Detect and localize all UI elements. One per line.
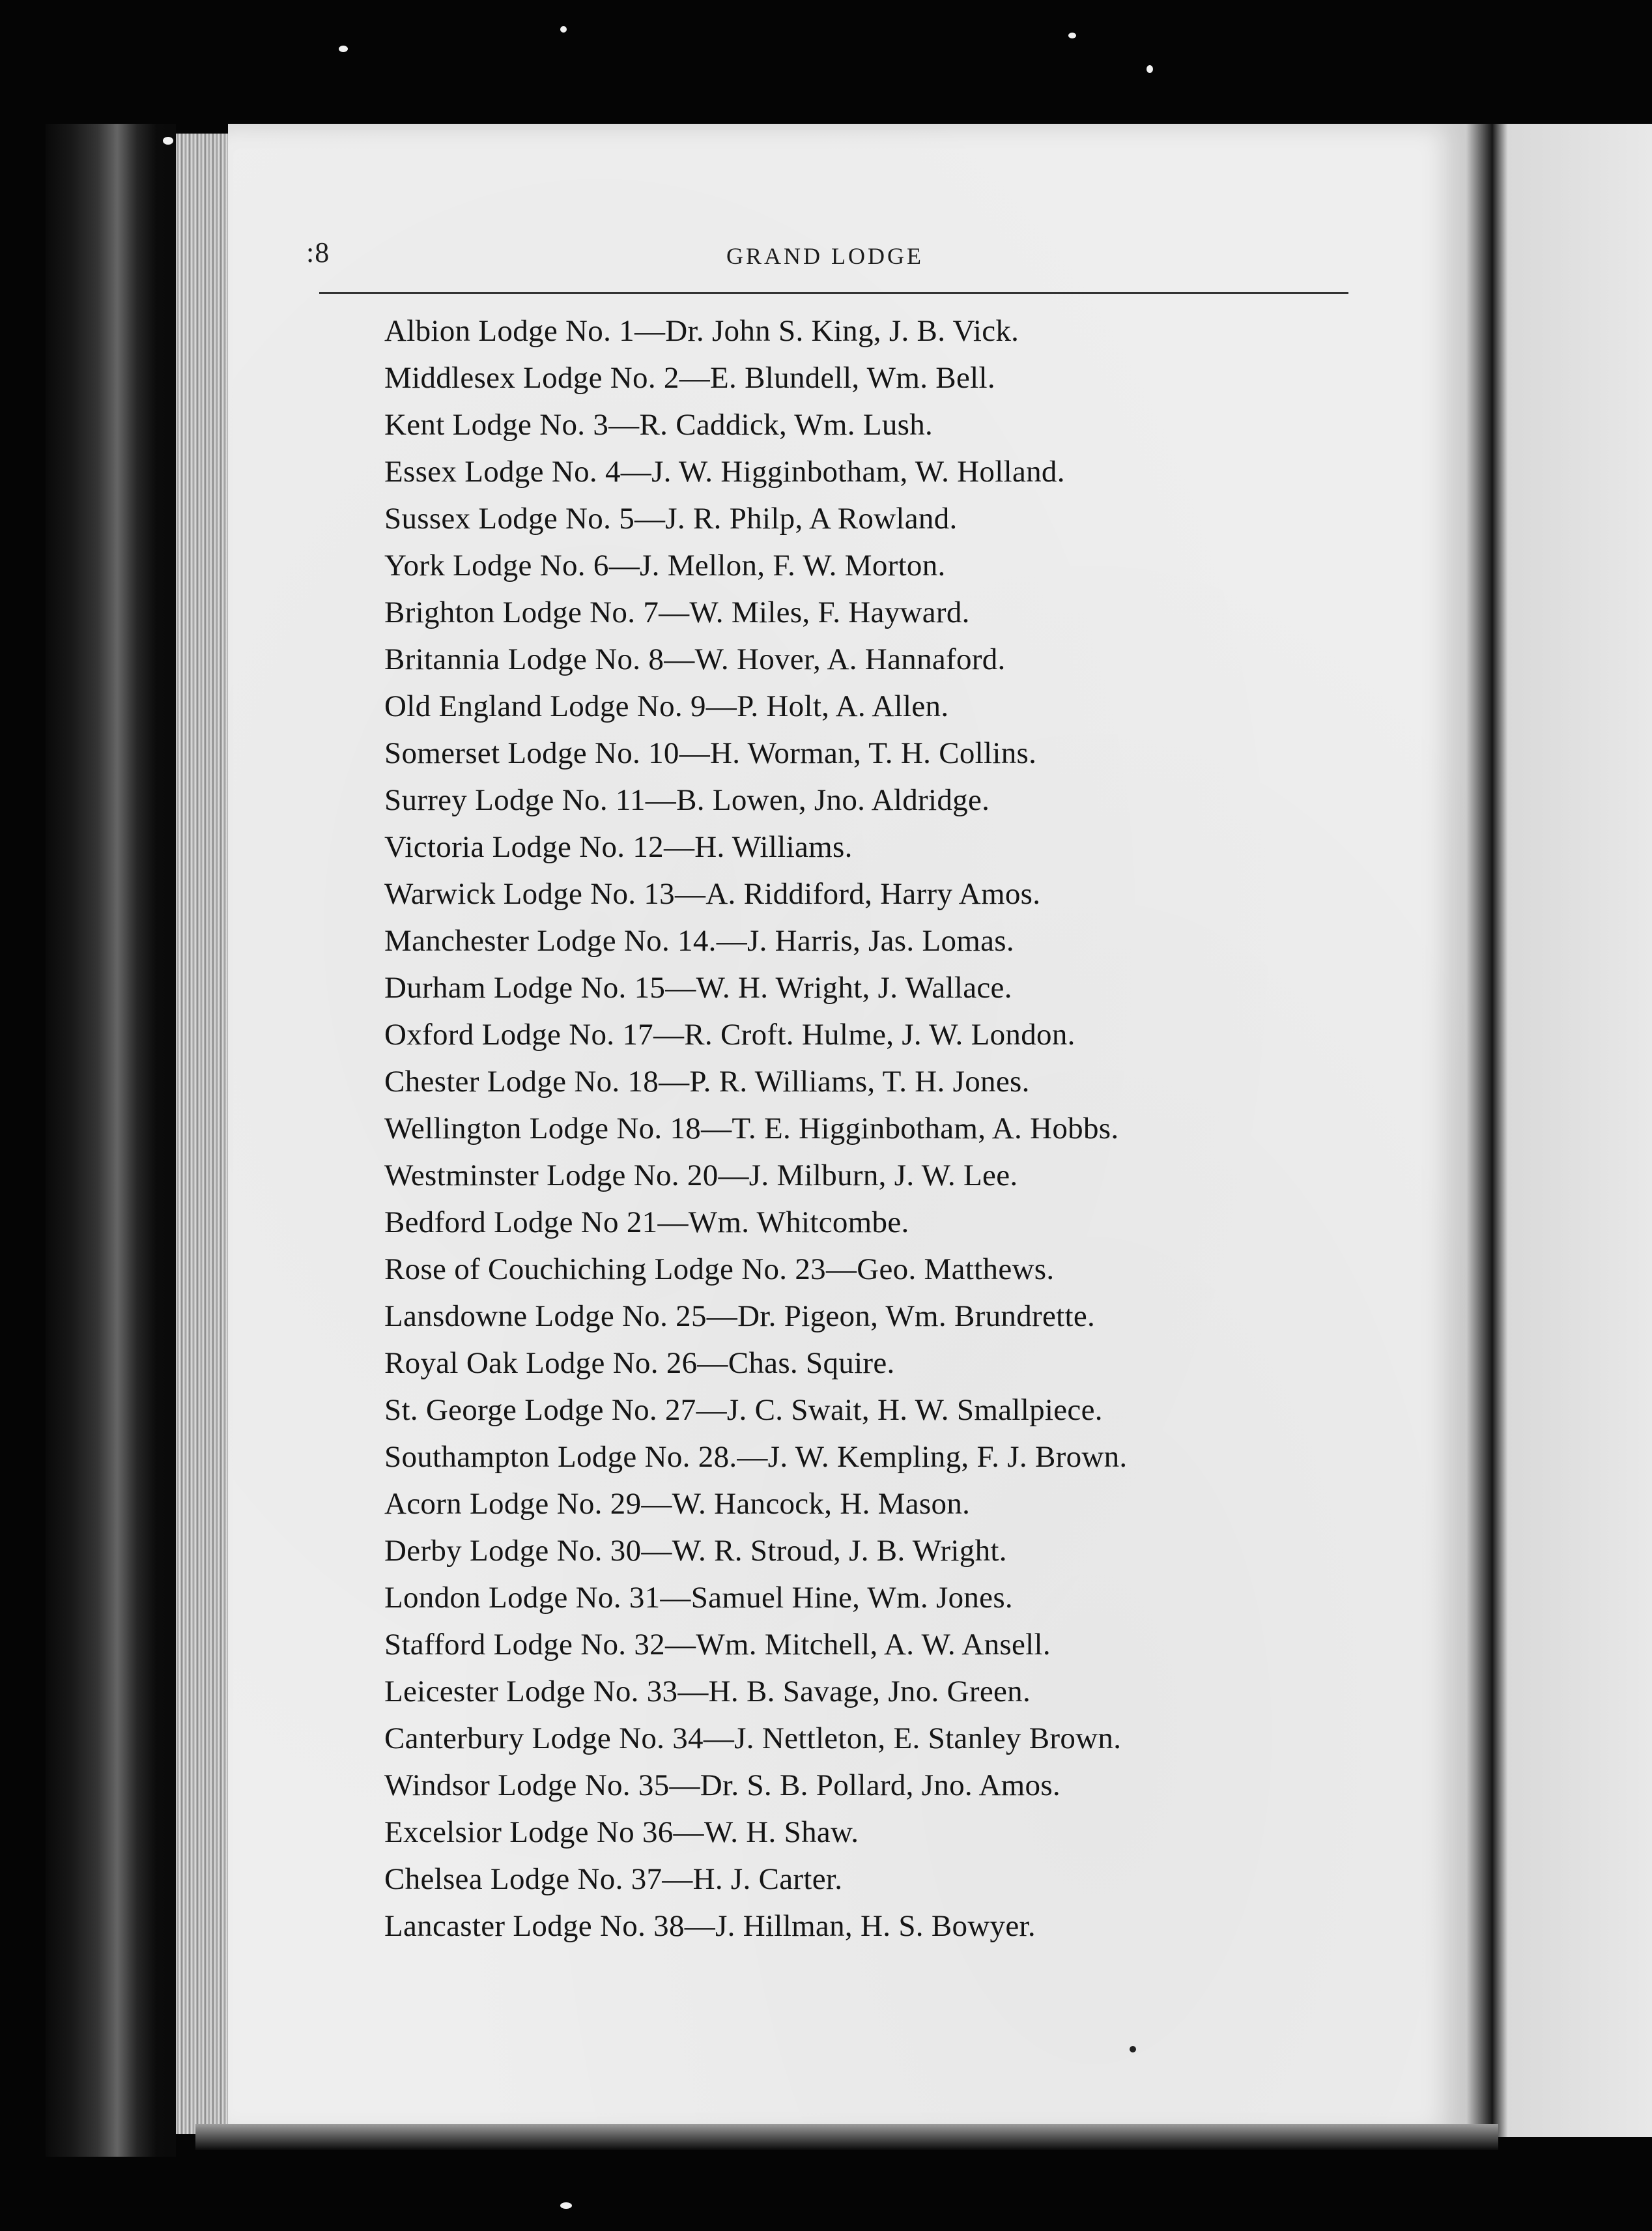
- lodge-entry: Lansdowne Lodge No. 25—Dr. Pigeon, Wm. Brundrette.: [384, 1299, 1096, 1333]
- lodge-entry: Acorn Lodge No. 29—W. Hancock, H. Mason.: [384, 1487, 971, 1521]
- lodge-entry: Royal Oak Lodge No. 26—Chas. Squire.: [384, 1346, 895, 1380]
- lodge-entry: Albion Lodge No. 1—Dr. John S. King, J. B. Vick.: [384, 314, 1019, 348]
- running-head: GRAND LODGE: [726, 243, 924, 269]
- lodge-entry: Old England Lodge No. 9—P. Holt, A. Allen.: [384, 689, 949, 723]
- page-stack-edge: [176, 134, 228, 2134]
- lodge-entry: Victoria Lodge No. 12—H. Williams.: [384, 830, 853, 864]
- dust-speck: [339, 46, 348, 52]
- lodge-entry: Bedford Lodge No 21—Wm. Whitcombe.: [384, 1205, 909, 1239]
- lodge-entry: Excelsior Lodge No 36—W. H. Shaw.: [384, 1815, 859, 1849]
- lodge-entry: London Lodge No. 31—Samuel Hine, Wm. Jones.: [384, 1581, 1013, 1615]
- book-spine: [46, 124, 176, 2157]
- dust-speck: [1130, 2046, 1136, 2052]
- page-gutter: [1466, 124, 1492, 2137]
- lodge-entry: Somerset Lodge No. 10—H. Worman, T. H. Collins.: [384, 736, 1037, 770]
- lodge-entry: Chelsea Lodge No. 37—H. J. Carter.: [384, 1862, 843, 1896]
- lodge-entry: Manchester Lodge No. 14.—J. Harris, Jas. Lomas.: [384, 924, 1014, 958]
- dust-speck: [1146, 65, 1153, 73]
- lodge-entry: Rose of Couchiching Lodge No. 23—Geo. Matthews.: [384, 1252, 1055, 1286]
- lodge-entry: Oxford Lodge No. 17—R. Croft. Hulme, J. W. London.: [384, 1018, 1075, 1052]
- lodge-entry: Essex Lodge No. 4—J. W. Higginbotham, W. Holland.: [384, 455, 1065, 489]
- lodge-entry: Britannia Lodge No. 8—W. Hover, A. Hannaford.: [384, 642, 1006, 676]
- lodge-entry: Surrey Lodge No. 11—B. Lowen, Jno. Aldridge.: [384, 783, 990, 817]
- dust-speck: [1068, 33, 1076, 38]
- dust-speck: [163, 137, 173, 145]
- lodge-entry: Wellington Lodge No. 18—T. E. Higginbotham, A. Hobbs.: [384, 1112, 1119, 1145]
- lodge-entry: Warwick Lodge No. 13—A. Riddiford, Harry Amos.: [384, 877, 1041, 911]
- lodge-entry: York Lodge No. 6—J. Mellon, F. W. Morton.: [384, 549, 946, 583]
- lodge-entry: Windsor Lodge No. 35—Dr. S. B. Pollard, Jno. Amos.: [384, 1768, 1061, 1802]
- lodge-entry: Brighton Lodge No. 7—W. Miles, F. Hayward.: [384, 596, 970, 629]
- lodge-entry: Derby Lodge No. 30—W. R. Stroud, J. B. Wright.: [384, 1534, 1007, 1568]
- lodge-entry: Leicester Lodge No. 33—H. B. Savage, Jno. Green.: [384, 1675, 1031, 1708]
- dust-speck: [560, 26, 567, 33]
- lodge-entry: Durham Lodge No. 15—W. H. Wright, J. Wallace.: [384, 971, 1012, 1005]
- lodge-entry: Sussex Lodge No. 5—J. R. Philp, A Rowland.: [384, 502, 958, 536]
- facing-page-edge: [1492, 124, 1652, 2137]
- lodge-entry: Westminster Lodge No. 20—J. Milburn, J. W. Lee.: [384, 1159, 1018, 1192]
- dust-speck: [560, 2202, 572, 2209]
- page-number: :8: [306, 237, 330, 268]
- lodge-entry: Middlesex Lodge No. 2—E. Blundell, Wm. Bell.: [384, 361, 995, 395]
- lodge-entry: Southampton Lodge No. 28.—J. W. Kempling, F. J. Brown.: [384, 1440, 1128, 1474]
- lodge-entry: Chester Lodge No. 18—P. R. Williams, T. H. Jones.: [384, 1065, 1030, 1099]
- lodge-entry: Kent Lodge No. 3—R. Caddick, Wm. Lush.: [384, 408, 933, 442]
- page-bottom-edge: [195, 2124, 1498, 2150]
- lodge-entry: Stafford Lodge No. 32—Wm. Mitchell, A. W. Ansell.: [384, 1628, 1051, 1662]
- lodge-entry: Canterbury Lodge No. 34—J. Nettleton, E. Stanley Brown.: [384, 1721, 1122, 1755]
- lodge-list: [384, 308, 1348, 1950]
- header-rule: [319, 292, 1348, 294]
- lodge-entry: Lancaster Lodge No. 38—J. Hillman, H. S. Bowyer.: [384, 1909, 1036, 1943]
- lodge-entry: St. George Lodge No. 27—J. C. Swait, H. W. Smallpiece.: [384, 1393, 1103, 1427]
